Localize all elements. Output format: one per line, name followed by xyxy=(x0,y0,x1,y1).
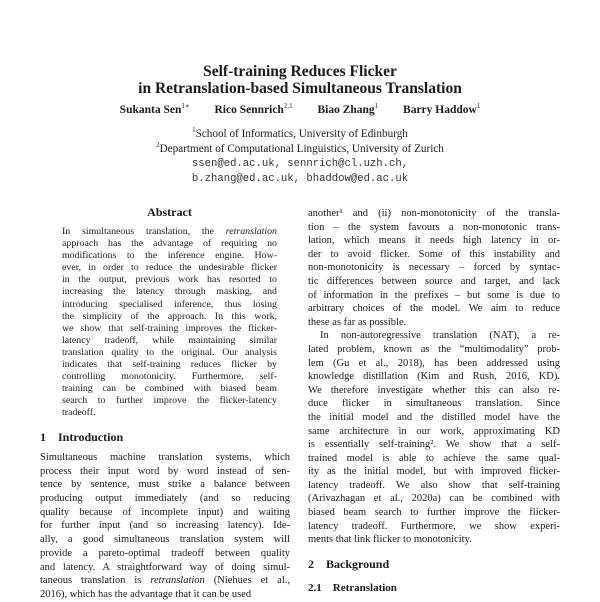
italic-text: retranslation xyxy=(150,575,205,587)
text-line xyxy=(308,411,560,425)
text-line xyxy=(308,302,560,316)
text-line xyxy=(40,492,290,506)
author xyxy=(317,104,378,116)
text-segment: In non-autoregressive translation (NAT), a re- xyxy=(320,330,560,342)
text-line xyxy=(40,506,290,520)
text-line xyxy=(308,397,560,411)
text-segment: same architecture in our work, approximating KD xyxy=(308,425,560,437)
text-segment: biased beam search to further improve the flicker- xyxy=(308,507,560,519)
text-line xyxy=(308,248,560,262)
text-line xyxy=(62,238,277,250)
text-segment: of information in the prefixes – but some is due to xyxy=(308,289,560,301)
text-segment: increasing the latency through masking, and xyxy=(62,286,277,298)
text-segment: Simultaneous machine translation systems, which xyxy=(40,452,290,463)
email-line: b.zhang@ed.ac.uk, bhaddow@ed.ac.uk xyxy=(191,173,409,185)
text-segment: knowledge distillation (Kim and Rush, 2016, KD). xyxy=(308,371,560,383)
text-line xyxy=(308,329,560,343)
text-segment: in the output, previous work has resorted to xyxy=(62,274,277,286)
affiliation xyxy=(0,127,600,142)
text-segment: arbitrary choices of the model. We aim to reduce xyxy=(308,303,560,315)
text-segment: tion – the system favours a non-monotonic trans- xyxy=(308,221,560,233)
text-line xyxy=(308,506,560,520)
text-line xyxy=(308,343,560,357)
text-segment: the simplicity of the approach. In this work, xyxy=(62,310,277,322)
author-affiliation-mark: 1 xyxy=(476,102,481,110)
text-segment: latency tradeoff, while maintaining similar xyxy=(62,334,277,346)
text-line xyxy=(62,311,277,323)
text-line xyxy=(308,207,560,221)
text-line xyxy=(62,274,277,286)
italic-text: retranslation xyxy=(225,226,277,237)
text-segment: latency tradeoff. Furthermore, we show experi- xyxy=(308,520,560,532)
text-line xyxy=(40,547,290,561)
text-segment: In simultaneous translation, the xyxy=(62,226,226,237)
text-line xyxy=(308,438,560,452)
author-affiliation-mark: 1∗ xyxy=(181,102,190,110)
text-segment: for further input (and so increasing latency). Ide- xyxy=(40,520,290,532)
text-segment: tic differences between source and target, and lack xyxy=(308,275,560,287)
author-name: Barry Haddow xyxy=(403,104,477,116)
text-segment: quality because of incomplete input) and waiting xyxy=(40,506,290,518)
text-line xyxy=(308,289,560,303)
text-segment: approach has the advantage of requiring no xyxy=(62,238,277,250)
affiliation-mark: 2 xyxy=(156,141,160,149)
author xyxy=(403,104,480,116)
text-segment: provide a pareto-optimal tradeoff between quality xyxy=(40,547,290,559)
section-heading-background: 2 Background xyxy=(308,557,390,571)
text-segment: we show that self-training improves the flicker- xyxy=(62,322,277,334)
text-line xyxy=(308,425,560,439)
text-segment: lation, which means it needs high latency in or- xyxy=(308,235,560,247)
paper-title-line-1: Self-training Reduces Flicker xyxy=(203,63,397,80)
text-segment: non-monotonicity is necessary – forced by syntac- xyxy=(308,262,560,274)
author-affiliation-mark: 2,1 xyxy=(283,102,293,110)
text-line xyxy=(62,383,277,395)
author xyxy=(120,104,190,116)
text-line xyxy=(62,407,277,419)
text-segment: introducing specialised inference, thus losing xyxy=(62,298,277,310)
text-line xyxy=(308,316,560,330)
text-segment: ally, a good simultaneous translation system will xyxy=(40,534,290,546)
text-line xyxy=(62,286,277,298)
affiliation xyxy=(0,142,600,157)
text-segment: ever, in order to reduce the undesirable flicker xyxy=(62,262,277,274)
text-line xyxy=(40,451,290,465)
text-line xyxy=(40,519,290,533)
email-line: ssen@ed.ac.uk, sennrich@cl.uzh.ch, xyxy=(191,158,409,170)
text-line xyxy=(308,275,560,289)
text-line xyxy=(40,478,290,492)
author-name: Biao Zhang xyxy=(317,104,375,116)
paper-title-line-2: in Retranslation-based Simultaneous Translation xyxy=(138,80,462,97)
text-segment: controlling monotonicity. Furthermore, self- xyxy=(62,371,277,383)
text-line xyxy=(40,465,290,479)
text-segment: another¹ and (ii) non-monotonicity of the transla- xyxy=(308,208,560,219)
text-segment: latency tradeoff. We also show that self-training xyxy=(308,479,560,491)
affiliation-text: School of Informatics, University of Edinburgh xyxy=(195,128,408,140)
text-line xyxy=(62,299,277,311)
text-line xyxy=(308,479,560,493)
text-line xyxy=(308,370,560,384)
text-segment: (Niehues et al., xyxy=(204,575,291,587)
text-line xyxy=(62,395,277,407)
author-affiliation-mark: 1 xyxy=(374,102,379,110)
text-line xyxy=(308,533,560,547)
text-segment: ments that link flicker to monotonicity. xyxy=(308,534,472,546)
text-line xyxy=(308,384,560,398)
text-segment: these as far as possible. xyxy=(308,316,407,328)
text-line xyxy=(308,452,560,466)
text-segment: translation quality to the original. Our analysis xyxy=(62,346,277,358)
affiliation-mark: 1 xyxy=(192,126,196,134)
text-segment: process their input word by word instead of sen- xyxy=(40,465,290,477)
text-segment: lated problem, known as the “multimodality” prob- xyxy=(308,343,560,355)
author-name: Rico Sennrich xyxy=(214,104,284,116)
text-segment: 2016), which has the advantage that it can be used xyxy=(40,588,252,600)
text-line xyxy=(308,520,560,534)
text-segment: ity as the initial model, but with improved flicker- xyxy=(308,466,560,478)
subsection-heading-retranslation: 2.1 Retranslation xyxy=(308,582,397,594)
introduction-body xyxy=(40,451,290,602)
text-segment: tradeoff. xyxy=(62,407,96,419)
text-line xyxy=(62,226,277,238)
text-segment: We therefore investigate whether this can also re- xyxy=(308,384,560,396)
text-line xyxy=(62,262,277,274)
text-line xyxy=(62,359,277,371)
text-segment: taneous translation is xyxy=(40,575,151,587)
text-segment: the initial model and the distilled model have the xyxy=(308,411,560,423)
section-heading-introduction: 1 Introduction xyxy=(40,430,124,444)
abstract-body xyxy=(62,226,277,420)
text-segment: trained model is able to achieve the same qual- xyxy=(308,452,560,464)
text-line xyxy=(62,323,277,335)
text-segment: producing output immediately (and so reducing xyxy=(40,493,290,505)
text-line xyxy=(62,335,277,347)
text-line xyxy=(308,221,560,235)
text-line xyxy=(40,533,290,547)
author-name: Sukanta Sen xyxy=(119,104,182,116)
text-segment: modifications to the inference engine. How- xyxy=(62,250,277,262)
text-line xyxy=(40,574,290,588)
text-segment: lem (Gu et al., 2018), has been addressed using xyxy=(308,357,560,369)
text-line xyxy=(62,250,277,262)
affiliation-text: Department of Computational Linguistics, University of Zurich xyxy=(159,143,444,155)
text-line xyxy=(308,261,560,275)
text-line xyxy=(40,561,290,575)
text-line xyxy=(308,465,560,479)
text-segment: der to avoid flicker. Some of this instability and xyxy=(308,248,560,260)
text-line xyxy=(62,371,277,383)
text-segment: search to further improve the flicker-latency xyxy=(62,395,277,407)
right-column-body xyxy=(308,207,560,547)
text-segment: is essentially self-training². We show that a self- xyxy=(308,439,560,451)
text-segment: indicates that self-training reduces flicker by xyxy=(62,359,277,371)
text-line xyxy=(62,347,277,359)
text-segment: and latency. A straightforward way of doing simul- xyxy=(40,561,290,573)
author xyxy=(215,104,293,116)
text-line xyxy=(308,357,560,371)
text-segment: (Arivazhagan et al., 2020a) can be combined with xyxy=(308,493,560,505)
text-segment: tence by sentence, must strike a balance between xyxy=(40,479,290,491)
text-line xyxy=(308,234,560,248)
text-segment: training can be combined with biased beam xyxy=(62,383,277,395)
abstract-heading: Abstract xyxy=(147,205,192,219)
text-segment: duce flicker in simultaneous translation. Since xyxy=(308,398,560,410)
author-list xyxy=(0,104,600,116)
text-line xyxy=(308,492,560,506)
